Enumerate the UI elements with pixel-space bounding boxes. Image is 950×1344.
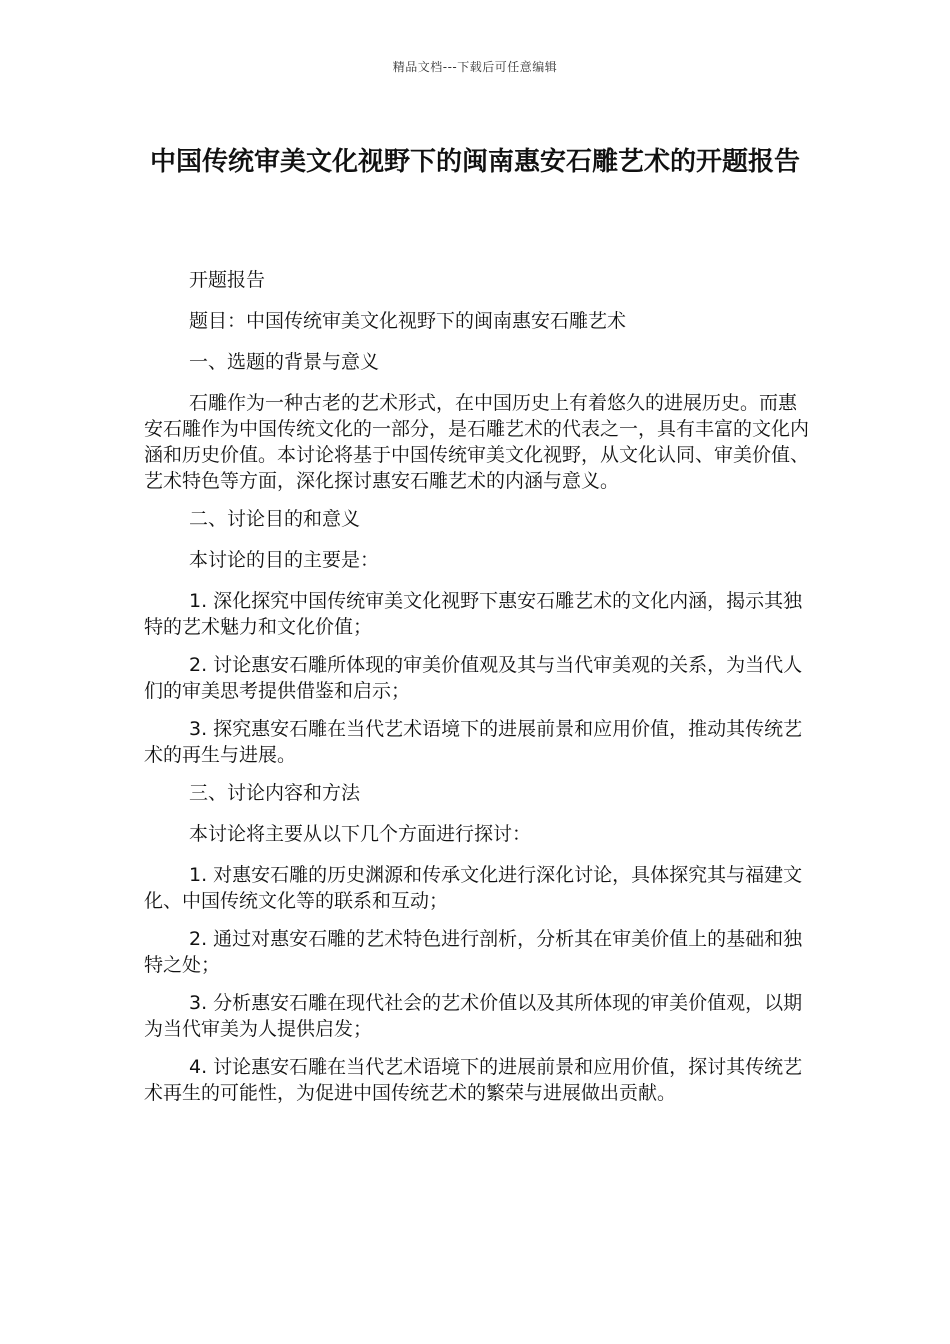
section-heading-1: 一、选题的背景与意义 <box>189 351 380 373</box>
document-title: 中国传统审美文化视野下的闽南惠安石雕艺术的开题报告 <box>149 147 800 177</box>
section-label: 开题报告 <box>189 269 266 291</box>
purpose-item-3: 3. 探究惠安石雕在当代艺术语境下的进展前景和应用价值，推动其传统艺术的再生与进展。 <box>144 718 803 766</box>
content-item-4: 4. 讨论惠安石雕在当代艺术语境下的进展前景和应用价值，探讨其传统艺术再生的可能性，为促进中国传统艺术的繁荣与进展做出贡献。 <box>144 1056 803 1104</box>
content-intro: 本讨论将主要从以下几个方面进行探讨： <box>189 823 532 845</box>
purpose-intro: 本讨论的目的主要是： <box>189 549 380 571</box>
content-item-3: 3. 分析惠安石雕在现代社会的艺术价值以及其所体现的审美价值观，以期为当代审美为人提供启发； <box>144 992 803 1040</box>
header-watermark: 精品文档---下载后可任意编辑 <box>392 60 558 74</box>
purpose-item-2: 2. 讨论惠安石雕所体现的审美价值观及其与当代审美观的关系，为当代人们的审美思考提供借鉴和启示； <box>144 654 803 702</box>
background-paragraph: 石雕作为一种古老的艺术形式，在中国历史上有着悠久的进展历史。而惠安石雕作为中国传统文化的一部分，是石雕艺术的代表之一，具有丰富的文化内涵和历史价值。本讨论将基于中国传统审美文化视野，从文化认同、审美价值、艺术特色等方面，深化探讨惠安石雕艺术的内涵与意义。 <box>144 392 810 492</box>
document-body <box>144 267 809 1118</box>
purpose-item-1: 1. 深化探究中国传统审美文化视野下惠安石雕艺术的文化内涵，揭示其独特的艺术魅力和文化价值； <box>144 590 803 638</box>
topic-line: 题目：中国传统审美文化视野下的闽南惠安石雕艺术 <box>189 310 627 332</box>
section-heading-3: 三、讨论内容和方法 <box>189 782 361 804</box>
content-item-1: 1. 对惠安石雕的历史渊源和传承文化进行深化讨论，具体探究其与福建文化、中国传统文化等的联系和互动； <box>144 864 803 912</box>
content-item-2: 2. 通过对惠安石雕的艺术特色进行剖析，分析其在审美价值上的基础和独特之处； <box>144 928 803 976</box>
section-heading-2: 二、讨论目的和意义 <box>189 508 361 530</box>
